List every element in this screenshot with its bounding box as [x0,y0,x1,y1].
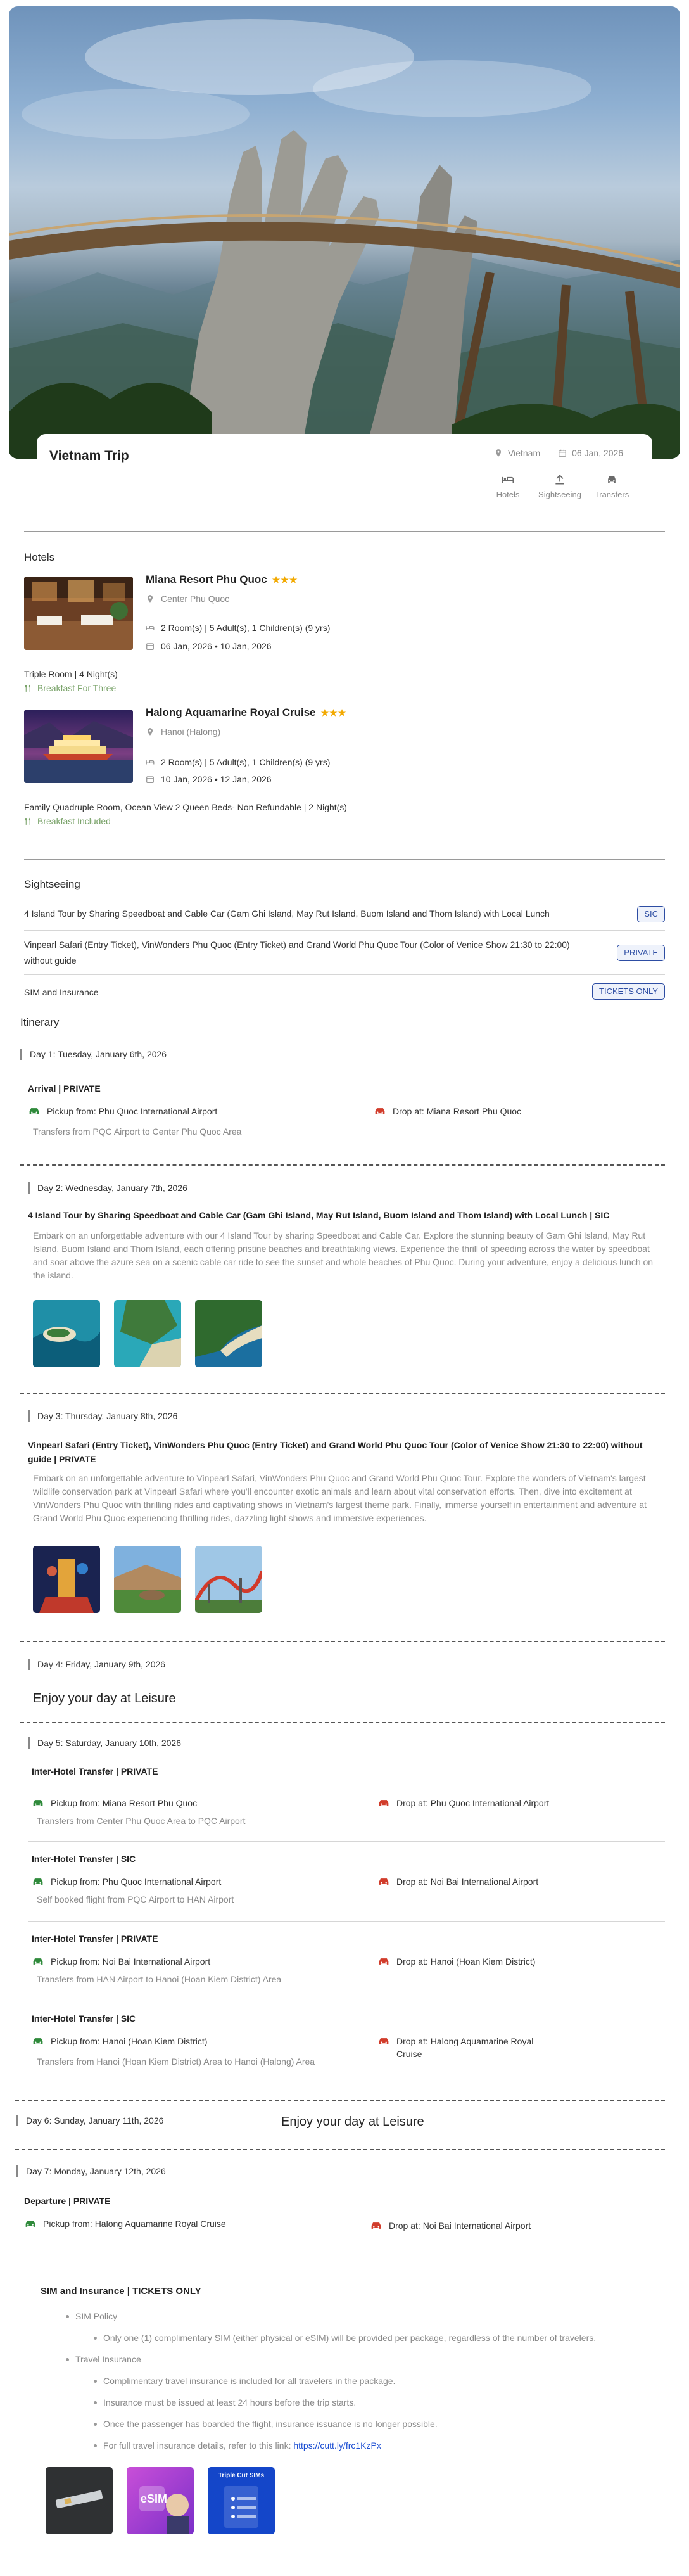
type-badge: SIC [637,906,665,922]
divider [24,859,665,860]
day-separator [20,1164,665,1166]
pickup-row: Pickup from: Miana Resort Phu Quoc [32,1797,197,1809]
activity-photo[interactable] [195,1300,262,1367]
transfer-title: Inter-Hotel Transfer | PRIVATE [32,1934,158,1944]
hotel-occupancy: 2 Room(s) | 5 Adult(s), 1 Children(s) (9 yrs) [146,623,330,633]
car-icon [377,1797,390,1809]
insurance-link-item: For full travel insurance details, refer to this link: https://cutt.ly/frc1KzPx [94,2440,381,2451]
activity-photo[interactable] [195,1546,262,1613]
fork-knife-icon [24,684,32,692]
car-icon [605,473,618,486]
bed-icon [146,623,155,632]
insurance-item: Complimentary travel insurance is included for all travelers in the package. [94,2376,395,2386]
drop-row: Drop at: Hanoi (Hoan Kiem District) [377,1955,535,1968]
bed-icon [502,473,514,486]
triple-cut-sim-card[interactable] [208,2467,275,2534]
trip-meta [494,448,623,458]
activity-photo[interactable] [33,1546,100,1613]
activity-title: Vinpearl Safari (Entry Ticket), VinWonders Phu Quoc (Entry Ticket) and Grand World Phu Quoc Tour (Color of Venice Show 21:30 to 22:00) without guide | PRIVATE [28,1440,643,1464]
divider [24,531,665,532]
day-separator [20,1393,665,1394]
pickup-row: Pickup from: Halong Aquamarine Royal Cruise [24,2217,227,2230]
day-label: Day 2: Wednesday, January 7th, 2026 [28,1182,187,1194]
activity-photo[interactable] [114,1300,181,1367]
transfer-title: Arrival | PRIVATE [28,1083,101,1094]
sightseeing-section-title: Sightseeing [24,878,80,890]
transfer-note: Transfers from PQC Airport to Center Phu Quoc Area [33,1126,242,1137]
upload-arrow-icon [553,473,566,486]
type-badge: PRIVATE [617,945,665,961]
day-label: Day 3: Thursday, January 8th, 2026 [28,1410,177,1422]
car-icon [32,2036,44,2047]
hotel-occupancy: 2 Room(s) | 5 Adult(s), 1 Children(s) (9 yrs) [146,757,330,767]
sim-policy-item: Only one (1) complimentary SIM (either physical or eSIM) will be provided per package, regardless of the number of travelers. [94,2333,596,2343]
card-title: Triple Cut SIMs [218,2472,265,2479]
sim-card-photo[interactable] [46,2467,113,2534]
car-icon [377,2036,390,2047]
insurance-details-link[interactable]: https://cutt.ly/frc1KzPx [293,2440,381,2451]
star-rating: ★★★ [320,707,347,718]
hotel-room-type: Family Quadruple Room, Ocean View 2 Queen Beds- Non Refundable | 2 Night(s) [24,802,347,812]
sightseeing-item[interactable]: 4 Island Tour by Sharing Speedboat and Cable Car (Gam Ghi Island, May Rut Island, Buom Island and Thom Island) with Local Lunch SIC [24,906,665,922]
hotel-image-miana [24,577,133,650]
car-icon [374,1106,386,1117]
transfer-note: Transfers from Hanoi (Hoan Kiem District) Area to Hanoi (Halong) Area [37,2056,315,2067]
service-transfers[interactable]: Transfers [591,473,632,499]
day-separator [15,2149,665,2150]
location-pin-icon [146,594,155,603]
calendar-icon [146,642,155,651]
insurance-item: Once the passenger has boarded the flight, insurance issuance is no longer possible. [94,2419,438,2429]
activity-photo[interactable] [33,1300,100,1367]
location-pin-icon [494,449,503,457]
trip-header-card [37,434,652,516]
calendar-icon [146,775,155,784]
car-icon [32,1956,44,1967]
itinerary-section-title: Itinerary [20,1016,60,1028]
activity-photo[interactable] [114,1546,181,1613]
pickup-row: Pickup from: Noi Bai International Airport [32,1955,210,1968]
drop-row: Drop at: Halong Aquamarine Royal Cruise [377,2035,561,2060]
day-label: Day 1: Tuesday, January 6th, 2026 [20,1049,167,1060]
transfer-title: Inter-Hotel Transfer | SIC [32,1854,136,1864]
insurance-item: Insurance must be issued at least 24 hours before the trip starts. [94,2397,356,2407]
hotel-dates: 06 Jan, 2026 • 10 Jan, 2026 [146,641,272,651]
day-label: Day 7: Monday, January 12th, 2026 [16,2165,166,2177]
car-icon [32,1797,44,1809]
hotel-name[interactable]: Miana Resort Phu Quoc ★★★ [146,573,298,585]
service-hotels[interactable]: Hotels [488,473,528,499]
hotel-image-halong [24,710,133,783]
activity-description: Embark on an unforgettable adventure with our 4 Island Tour by sharing Speedboat and Cable Car. Explore the stunning beauty of Gam Ghi Island, May Rut Island, Buom Island and Thom Island, each offering pristine beaches and breathtaking views. Experience the thrill of speeding across the water by speedboat and soar above the azure sea on a scenic cable car ride to see the sunset and whole beaches of Phu Quoc. During your adventure, enjoy a delicious lunch on the island. [33,1230,654,1280]
divider [24,930,665,931]
insurance-heading: Travel Insurance [66,2354,141,2364]
transfer-note: Transfers from HAN Airport to Hanoi (Hoan Kiem District) Area [37,1974,282,1984]
day-separator [20,1641,665,1642]
day-separator [15,2100,665,2101]
pickup-row: Pickup from: Hanoi (Hoan Kiem District) [32,2035,207,2048]
fork-knife-icon [24,817,32,826]
divider [28,1841,665,1842]
car-icon [377,1876,390,1887]
sim-insurance-title: SIM and Insurance | TICKETS ONLY [41,2286,201,2297]
divider [28,1921,665,1922]
hotel-location: Center Phu Quoc [146,594,229,604]
type-badge: TICKETS ONLY [592,983,665,1000]
leisure-text: Enjoy your day at Leisure [281,2115,424,2129]
activity-description: Embark on an unforgettable adventure to Vinpearl Safari, VinWonders Phu Quoc and Grand World Phu Quoc Tour. Explore the wonders of Vietnam's largest wildlife conservation park at Vinpearl Safari where you'll encounter exotic animals and learn about vital conservation efforts. Then, dive into excitement at VinWonders Phu Quoc with thrilling rides and captivating shows in Vietnam's largest theme park. Finally, immerse yourself in entertainment and adventure at Grand World Phu Quoc experiencing thrilling rides, dazzling light shows and immersive experiences. [33,1473,647,1523]
hero-banner-image [9,6,680,459]
trip-services [488,473,632,499]
hotel-room-type: Triple Room | 4 Night(s) [24,669,118,679]
location-pin-icon [146,727,155,736]
car-icon [32,1876,44,1887]
hotel-dates: 10 Jan, 2026 • 12 Jan, 2026 [146,774,272,784]
hotel-meal: Breakfast For Three [24,683,116,693]
activity-title: 4 Island Tour by Sharing Speedboat and Cable Car (Gam Ghi Island, May Rut Island, Buom Island and Thom Island) with Local Lunch | SIC [28,1210,610,1220]
leisure-text: Enjoy your day at Leisure [33,1692,176,1706]
day-label: Day 5: Saturday, January 10th, 2026 [28,1737,181,1749]
trip-location: Vietnam [508,448,541,458]
drop-row: Drop at: Phu Quoc International Airport [377,1797,549,1809]
transfer-title: Departure | PRIVATE [24,2196,111,2206]
trip-title: Vietnam Trip [49,449,129,463]
trip-date: 06 Jan, 2026 [572,448,624,458]
sim-policy-heading: SIM Policy [66,2311,117,2321]
esim-photo[interactable] [127,2467,194,2534]
hotel-location: Hanoi (Halong) [146,727,220,737]
transfer-title: Inter-Hotel Transfer | SIC [32,2013,136,2024]
day-label: Day 4: Friday, January 9th, 2026 [28,1659,165,1670]
drop-row: Drop at: Noi Bai International Airport [370,2219,531,2232]
hotels-section-title: Hotels [24,551,55,563]
esim-label: eSIM [141,2492,168,2505]
transfer-note: Transfers from Center Phu Quoc Area to PQC Airport [37,1816,246,1826]
pickup-row: Pickup from: Phu Quoc International Airport [32,1875,221,1888]
transfer-title: Inter-Hotel Transfer | PRIVATE [32,1766,158,1776]
car-icon [24,2218,37,2229]
transfer-note: Self booked flight from PQC Airport to HAN Airport [37,1894,234,1904]
drop-row: Drop at: Noi Bai International Airport [377,1875,538,1888]
hotel-name[interactable]: Halong Aquamarine Royal Cruise ★★★ [146,706,347,718]
car-icon [370,2220,382,2231]
divider [24,974,665,975]
service-sightseeing[interactable]: Sightseeing [540,473,580,499]
star-rating: ★★★ [272,574,298,585]
calendar-icon [558,449,567,457]
day-label: Day 6: Sunday, January 11th, 2026 [16,2115,163,2126]
car-icon [28,1106,41,1117]
sightseeing-item[interactable]: Vinpearl Safari (Entry Ticket), VinWonders Phu Quoc (Entry Ticket) and Grand World Phu Quoc Tour (Color of Venice Show 21:30 to 22:00) without guide PRIVATE [24,937,665,969]
hotel-meal: Breakfast Included [24,816,111,826]
day-separator [20,1722,665,1723]
bed-icon [146,758,155,767]
sightseeing-item[interactable]: SIM and Insurance TICKETS ONLY [24,985,665,1000]
drop-row: Drop at: Miana Resort Phu Quoc [374,1105,521,1118]
pickup-row: Pickup from: Phu Quoc International Airport [28,1105,217,1118]
car-icon [377,1956,390,1967]
